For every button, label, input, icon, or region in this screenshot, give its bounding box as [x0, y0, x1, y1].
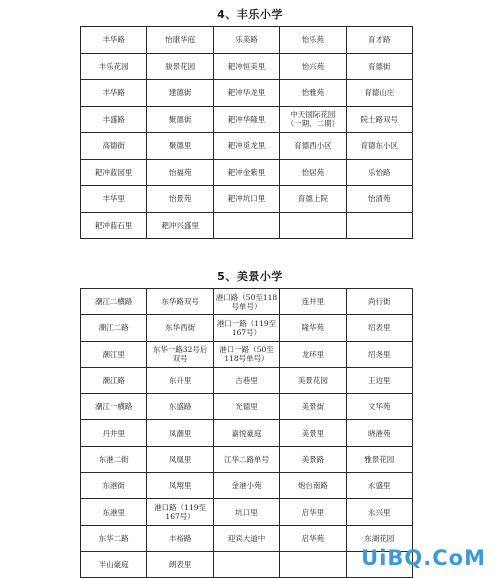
- table-cell: 东华二路: [81, 525, 147, 551]
- table-cell: 建德街: [147, 80, 213, 107]
- table-row: [81, 394, 413, 420]
- table-cell: 绍尧里: [346, 341, 412, 367]
- address-table-fengle: [80, 26, 413, 239]
- table-cell: 东盛路: [147, 394, 213, 420]
- table-cell: 港口一路（50至 118号单号）: [213, 341, 279, 367]
- table-cell: 永兴里: [346, 499, 412, 525]
- table-cell: 东湖花园: [346, 525, 412, 551]
- table-cell: 耙冲华龙里: [213, 80, 279, 107]
- table-cell: 港口路（119至 167号）: [147, 499, 213, 525]
- table-cell: 育德东小区: [346, 133, 412, 160]
- table-cell: 高德街: [81, 133, 147, 160]
- table-cell: 东港二街: [81, 446, 147, 472]
- table-cell: 潮江二横路: [81, 289, 147, 315]
- table-cell: 怡景苑: [147, 186, 213, 213]
- table-row: [81, 186, 413, 213]
- table-cell: 怡乐苑: [280, 27, 346, 54]
- table-cell: 聚德里: [147, 133, 213, 160]
- table-cell: 潮江路: [81, 367, 147, 393]
- table-cell: 连井里: [280, 289, 346, 315]
- table-cell: 怡福苑: [147, 159, 213, 186]
- table-cell: 光德里: [213, 394, 279, 420]
- table-cell: 江华二路单号: [213, 446, 279, 472]
- table-cell: 东华路双号: [147, 289, 213, 315]
- table-row: [81, 106, 413, 133]
- table-cell: 东升里: [147, 367, 213, 393]
- table-cell: 古巷里: [213, 367, 279, 393]
- table-row: [81, 133, 413, 160]
- table-cell: [280, 551, 346, 577]
- table-cell: 尚行街: [346, 289, 412, 315]
- table-cell: 东华一路32号后 双号: [147, 341, 213, 367]
- table-row: [81, 420, 413, 446]
- table-cell: 凤翔里: [147, 473, 213, 499]
- table-cell: 启华苑: [280, 525, 346, 551]
- table-cell: 晓港苑: [346, 420, 412, 446]
- table-cell: 炮台南路: [280, 473, 346, 499]
- table-cell: 凤凰里: [147, 446, 213, 472]
- table-cell: 美景里: [280, 420, 346, 446]
- table-cell: 半山豪庭: [81, 551, 147, 577]
- table-cell: 启华里: [280, 499, 346, 525]
- table-cell: [213, 212, 279, 239]
- table-cell: 怡居苑: [280, 159, 346, 186]
- section-title-meijing: 5、美景小学: [217, 270, 283, 283]
- table-cell: 金港小苑: [213, 473, 279, 499]
- table-cell: 院士路双号: [346, 106, 412, 133]
- table-cell: 耙冲坑口里: [213, 186, 279, 213]
- table-cell: 育德上院: [280, 186, 346, 213]
- table-cell: 育德街: [346, 53, 412, 80]
- table-cell: 潮江一横路: [81, 394, 147, 420]
- table-cell: 怡康华庭: [147, 27, 213, 54]
- table-cell: 绍表里: [346, 315, 412, 341]
- table-cell: 文华苑: [346, 394, 412, 420]
- table-cell: 聚德街: [147, 106, 213, 133]
- table-cell: 耙冲金紫里: [213, 159, 279, 186]
- table-cell: 龙环里: [280, 341, 346, 367]
- table-cell: 乐怡路: [346, 159, 412, 186]
- table-row: [81, 446, 413, 472]
- table-cell: 凤潮里: [147, 420, 213, 446]
- table-row: [81, 499, 413, 525]
- table-cell: [280, 212, 346, 239]
- table-cell: 耙冲蓝园里: [81, 159, 147, 186]
- table-cell: 中天国际花园 （一期、二期）: [280, 106, 346, 133]
- table-cell: 怡雅苑: [280, 80, 346, 107]
- table-cell: 隆华苑: [280, 315, 346, 341]
- table-cell: 雅景花园: [346, 446, 412, 472]
- table-row: [81, 159, 413, 186]
- table-row: [81, 367, 413, 393]
- table-cell: 美景街: [280, 394, 346, 420]
- table-cell: 丹井里: [81, 420, 147, 446]
- table-cell: 耙冲蓝石里: [81, 212, 147, 239]
- table-cell: 耙冲觅龙里: [213, 133, 279, 160]
- table-cell: 耙冲兴盛里: [147, 212, 213, 239]
- table-cell: 乐美路: [213, 27, 279, 54]
- table-cell: 东华西街: [147, 315, 213, 341]
- table-cell: 育德西小区: [280, 133, 346, 160]
- table-row: [81, 27, 413, 54]
- table-cell: 美景花园: [280, 367, 346, 393]
- table-cell: 东港街: [81, 473, 147, 499]
- table-cell: 东港里: [81, 499, 147, 525]
- table-cell: 骏景花园: [147, 53, 213, 80]
- table-cell: 迎宾大道中: [213, 525, 279, 551]
- table-row: [81, 53, 413, 80]
- table-row: [81, 289, 413, 315]
- table-cell: [213, 551, 279, 577]
- table-cell: 潮江里: [81, 341, 147, 367]
- table-cell: 美景路: [280, 446, 346, 472]
- table-cell: 嘉悦豪庭: [213, 420, 279, 446]
- table-cell: 丰盛路: [81, 106, 147, 133]
- table-cell: 丰华里: [81, 186, 147, 213]
- watermark-logo: UiBQ.CoM: [361, 546, 486, 570]
- table-cell: 朗表里: [147, 551, 213, 577]
- table-row: [81, 315, 413, 341]
- table-cell: 育德山庄: [346, 80, 412, 107]
- table-cell: [346, 212, 412, 239]
- table-cell: 怡兴苑: [280, 53, 346, 80]
- table-row: [81, 341, 413, 367]
- table-cell: 耙冲恒美里: [213, 53, 279, 80]
- table-cell: 坑口里: [213, 499, 279, 525]
- table-cell: 怡清苑: [346, 186, 412, 213]
- table-cell: 丰华路: [81, 80, 147, 107]
- table-cell: 潮江二路: [81, 315, 147, 341]
- table-cell: 耙冲华隆里: [213, 106, 279, 133]
- table-cell: 永盛里: [346, 473, 412, 499]
- section-title-fengle: 4、丰乐小学: [217, 8, 283, 21]
- table-cell: 丰乐花园: [81, 53, 147, 80]
- table-cell: 港口一路（119至 167号）: [213, 315, 279, 341]
- table-cell: 王边里: [346, 367, 412, 393]
- table-row: [81, 212, 413, 239]
- table-cell: 港口路（50至118 号单号）: [213, 289, 279, 315]
- table-cell: 丰华路: [81, 27, 147, 54]
- table-cell: 育才路: [346, 27, 412, 54]
- table-row: [81, 473, 413, 499]
- table-cell: 丰裕路: [147, 525, 213, 551]
- address-table-meijing: [80, 288, 413, 578]
- table-row: [81, 80, 413, 107]
